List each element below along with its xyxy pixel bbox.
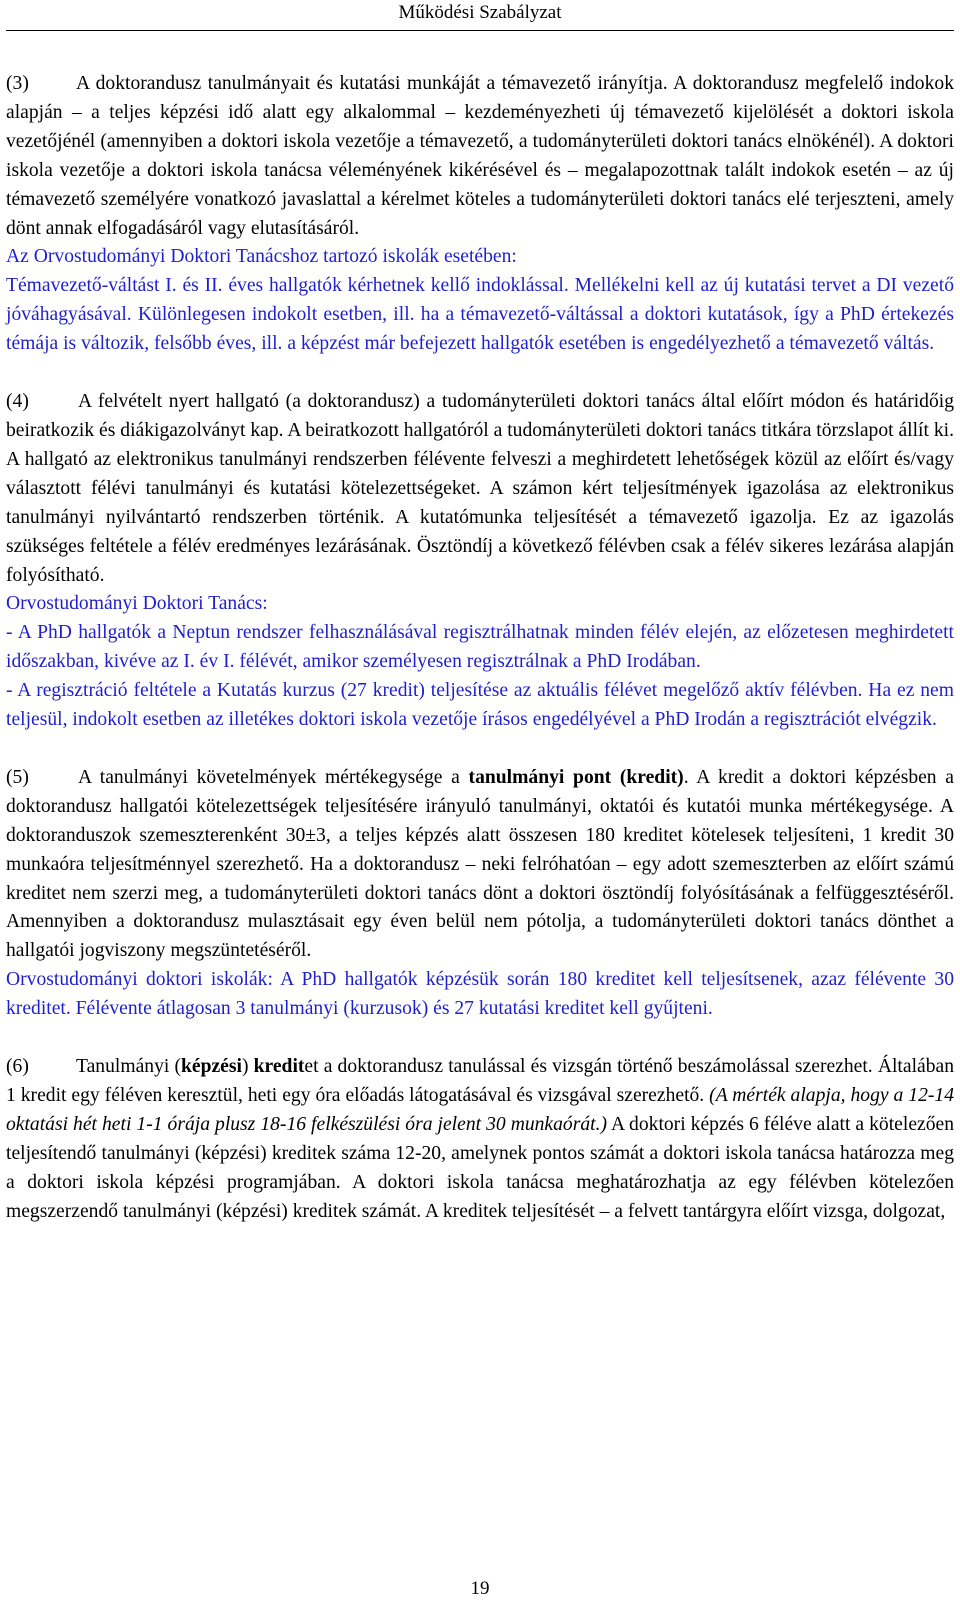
section-6-text-bold-1: képzési [180, 1056, 242, 1078]
section-6-number: (6) [6, 1056, 29, 1078]
section-5-blue-text: Orvostudományi doktori iskolák: A PhD hallgatók képzésük során 180 kreditet kell teljesítsenek, azaz félévente 30 kreditet. Félévente átlagosan 3 tanulmányi (kurzusok) és 27 kutatási kreditet kell gyűjteni. [6, 969, 954, 1020]
section-6-text-4: A doktori képzés 6 féléve alatt a kötelezően teljesítendő tanulmányi (képzési) kreditek száma 12-20, amelynek pontos számát a doktori iskola tanácsa határozza meg a doktori iskola képzési programjában. A doktori iskola tanácsa meghatározhatja az egy félévben kötelezően megszerzendő tanulmányi (képzési) kreditek számát. A kreditek teljesítését – a felvett tantárgyra előírt vizsga, dolgozat, [6, 1113, 954, 1222]
section-6-text-bold-2: kredit [253, 1056, 305, 1078]
paragraph-gap [6, 735, 954, 764]
section-3-paragraph [6, 70, 954, 243]
section-5-paragraph [6, 764, 954, 966]
section-5-number: (5) [6, 766, 29, 788]
section-6-text-3: et a doktorandusz tanulással és vizsgán történő beszámolással szerezhet. Általában 1 kredit egy féléven keresztül, heti egy óra előadás látogatásával és vizsgával szerezhető. [6, 1056, 955, 1106]
section-4-blue-heading: Orvostudományi Doktori Tanács: [6, 593, 268, 615]
page-number: 19 [470, 1578, 490, 1599]
paragraph-gap [6, 1024, 954, 1053]
section-4-number: (4) [6, 391, 29, 413]
section-6-text-1: Tanulmányi ( [76, 1056, 181, 1078]
section-3-blue-heading: Az Orvostudományi Doktori Tanácshoz tartozó iskolák esetében: [6, 246, 517, 268]
header-divider [6, 30, 954, 31]
section-5-text-post: . A kredit a doktori képzésben a doktorandusz hallgatói kötelezettségek teljesítésére irányuló tanulmányi, oktatói és kutatói munka mértékegysége. A doktoranduszok szemeszterenként 30±3, a teljes képzés alatt összesen 180 kreditet kötelesek teljesíteni, 1 kredit 30 munkaóra teljesítménnyel szerezhető. Ha a doktorandusz – neki felróhatóan – egy adott szemeszterben az előírt számú kreditet nem szerzi meg, a tudományterületi doktori tanács dönt a doktori ösztöndíj folyósításának a felfüggesztéséről. Amennyiben a doktorandusz mulasztásait egy éven belül nem pótolja, a tudományterületi doktori tanács dönthet a hallgatói jogviszony megszüntetéséről. [6, 766, 954, 962]
section-6-paragraph [6, 1053, 954, 1226]
section-3-number: (3) [6, 73, 29, 94]
section-4-blue-item-1: - A PhD hallgatók a Neptun rendszer felhasználásával regisztrálhatnak minden félév elején, az előzetesen meghirdetett időszakban, kivéve az I. év I. félévét, amikor személyesen regisztrálnak a PhD Irodában. [6, 622, 954, 673]
page-header [0, 0, 960, 25]
section-6-text-2: ) [241, 1056, 254, 1078]
document-title: Működési Szabályzat [398, 2, 562, 23]
section-4-text: A felvételt nyert hallgató (a doktorandusz) a tudományterületi doktori tanács által előírt módon és határidőig beiratkozik és diákigazolványt kap. A beiratkozott hallgatóról a tudományterületi doktori tanács titkára törzslapot állít ki. A hallgató az elektronikus tanulmányi rendszerben félévente felveszi a meghirdetett lehetőségek közül az előírt és/vagy választott félévi tanulmányi és kutatási kötelezettségeket. A számon kért teljesítmények igazolása az elektronikus tanulmányi nyilvántartó rendszerben történik. A kutatómunka teljesítését a témavezető igazolja. Ez az igazolás szükséges feltétele a félév eredményes lezárásának. Ösztöndíj a következő félévben csak a félév sikeres lezárása alapján folyósítható. [6, 391, 954, 586]
section-3-text: A doktorandusz tanulmányait és kutatási munkáját a témavezető irányítja. A doktorandusz megfelelő indokok alapján – a teljes képzési idő alatt egy alkalommal – kezdeményezheti új témavezető kijelölését a doktori iskola vezetőjénél (amennyiben a doktori iskola vezetője a témavezető, a tudományterületi doktori tanács elnökénél). A doktori iskola vezetője a doktori iskola tanácsa véleményének kikérésével és – megalapozottnak talált indokok esetén – az új témavezető személyére vonatkozó javaslattal a kérelmet köteles a tudományterületi doktori tanács elé terjeszteni, amely dönt annak elfogadásáról vagy elutasításáról. [6, 73, 954, 239]
section-6-text-italic: (A mérték alapja, hogy a 12-14 oktatási hét heti 1-1 órája plusz 18-16 felkészülési óra jelent 30 munkaórát.) [6, 1085, 954, 1135]
paragraph-gap [6, 359, 954, 388]
document-body [6, 70, 954, 1227]
section-3-blue-text: Témavezető-váltást I. és II. éves hallgatók kérhetnek kellő indoklással. Mellékelni kell az új kutatási tervet a DI vezető jóváhagyásával. Különlegesen indokolt esetben, ill. ha a témavezető-váltással a doktori kutatások, így a PhD értekezés témája is változik, felsőbb éves, ill. a képzést már befejezett hallgatók esetében is engedélyezhető a témavezető váltás. [6, 275, 954, 355]
section-4-blue-item-2: - A regisztráció feltétele a Kutatás kurzus (27 kredit) teljesítése az aktuális félévet megelőző aktív félévben. Ha ez nem teljesül, indokolt esetben az illetékes doktori iskola vezetője írásos engedélyével a PhD Irodán a regisztrációt elvégzik. [6, 680, 954, 731]
section-5-text-pre: A tanulmányi követelmények mértékegysége a [78, 766, 469, 788]
section-5-text-bold: tanulmányi pont (kredit) [468, 766, 684, 788]
section-4-paragraph [6, 388, 954, 590]
